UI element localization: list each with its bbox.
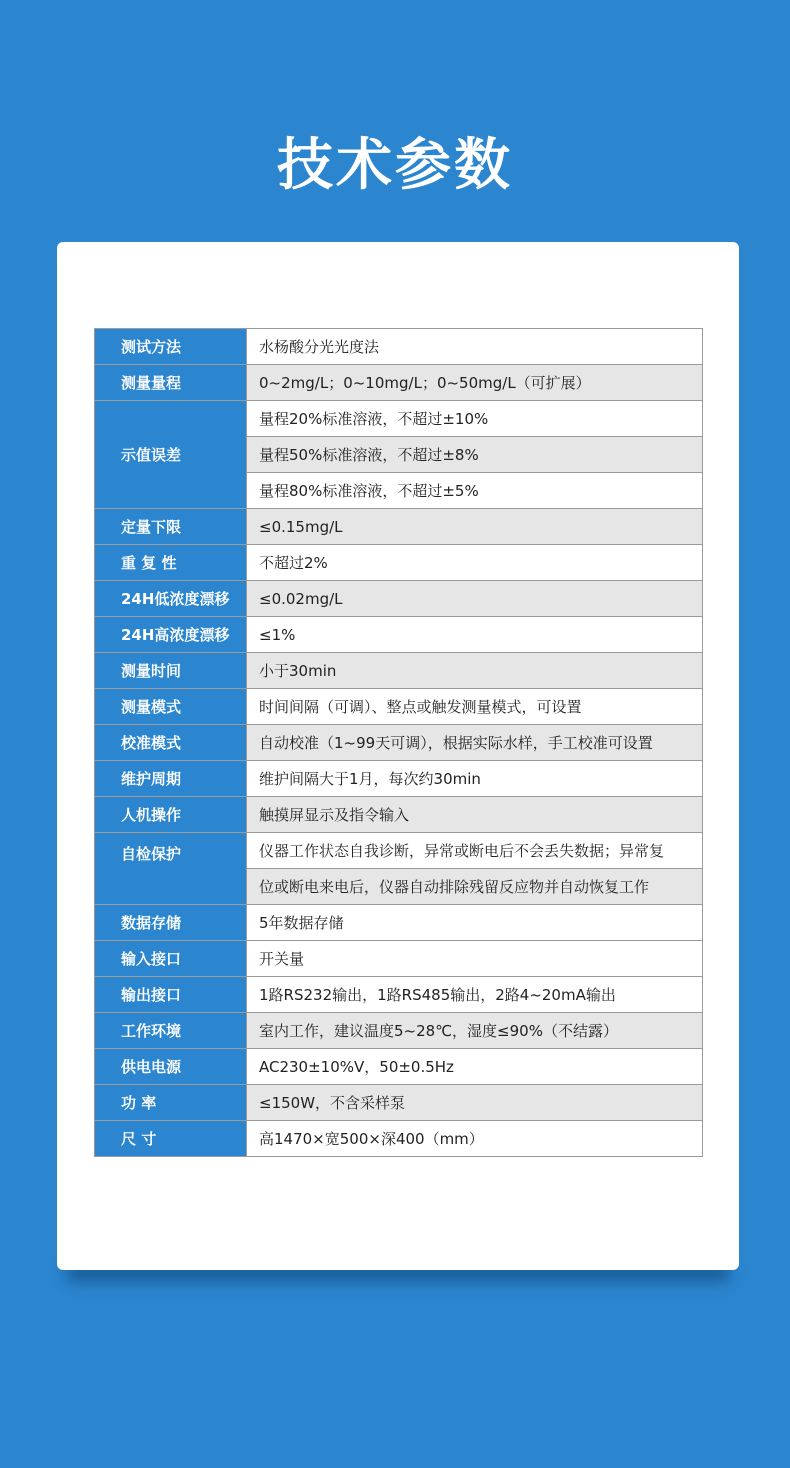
- row-label: 工作环境: [95, 1013, 247, 1049]
- row-value: 高1470×宽500×深400（mm）: [247, 1121, 703, 1157]
- row-label: 测量模式: [95, 689, 247, 725]
- table-row: [95, 545, 703, 581]
- row-value: 水杨酸分光光度法: [247, 329, 703, 365]
- row-label: 测量量程: [95, 365, 247, 401]
- row-label: 输出接口: [95, 977, 247, 1013]
- row-value: 位或断电来电后，仪器自动排除残留反应物并自动恢复工作: [247, 869, 703, 905]
- table-row: [95, 725, 703, 761]
- row-value: ≤0.02mg/L: [247, 581, 703, 617]
- row-value: 开关量: [247, 941, 703, 977]
- table-row: [95, 365, 703, 401]
- page-title: 技术参数: [277, 133, 513, 198]
- row-value: 量程50%标准溶液，不超过±8%: [247, 437, 703, 473]
- row-label: 自检保护: [95, 833, 247, 905]
- table-row: [95, 581, 703, 617]
- table-row: [95, 1121, 703, 1157]
- row-label: 人机操作: [95, 797, 247, 833]
- row-label: 重 复 性: [95, 545, 247, 581]
- row-value: ≤150W，不含采样泵: [247, 1085, 703, 1121]
- row-label: 输入接口: [95, 941, 247, 977]
- table-row: [95, 761, 703, 797]
- row-label: 测量时间: [95, 653, 247, 689]
- row-label: 供电电源: [95, 1049, 247, 1085]
- table-row: [95, 653, 703, 689]
- table-row: [95, 1085, 703, 1121]
- table-row: [95, 329, 703, 365]
- row-value: ≤0.15mg/L: [247, 509, 703, 545]
- row-value: ≤1%: [247, 617, 703, 653]
- row-value: 0~2mg/L；0~10mg/L；0~50mg/L（可扩展）: [247, 365, 703, 401]
- table-row: [95, 1013, 703, 1049]
- row-value: 自动校准（1~99天可调），根据实际水样，手工校准可设置: [247, 725, 703, 761]
- row-label: 尺 寸: [95, 1121, 247, 1157]
- row-label: 校准模式: [95, 725, 247, 761]
- row-value: 维护间隔大于1月，每次约30min: [247, 761, 703, 797]
- row-value: 室内工作，建议温度5~28℃，湿度≤90%（不结露）: [247, 1013, 703, 1049]
- table-row: [95, 977, 703, 1013]
- row-value: 时间间隔（可调）、整点或触发测量模式，可设置: [247, 689, 703, 725]
- table-row: [95, 509, 703, 545]
- row-value: 触摸屏显示及指令输入: [247, 797, 703, 833]
- table-row: [95, 905, 703, 941]
- row-label: 定量下限: [95, 509, 247, 545]
- row-value: 5年数据存储: [247, 905, 703, 941]
- row-label: 24H低浓度漂移: [95, 581, 247, 617]
- row-label: 测试方法: [95, 329, 247, 365]
- row-value: 1路RS232输出，1路RS485输出，2路4~20mA输出: [247, 977, 703, 1013]
- row-label: 功 率: [95, 1085, 247, 1121]
- row-value: 量程20%标准溶液，不超过±10%: [247, 401, 703, 437]
- row-value: 不超过2%: [247, 545, 703, 581]
- row-value: AC230±10%V，50±0.5Hz: [247, 1049, 703, 1085]
- table-row: [95, 401, 703, 437]
- row-label: 维护周期: [95, 761, 247, 797]
- row-value: 仪器工作状态自我诊断，异常或断电后不会丢失数据；异常复: [247, 833, 703, 869]
- spec-table: [94, 328, 703, 1157]
- row-label: 24H高浓度漂移: [95, 617, 247, 653]
- row-value: 小于30min: [247, 653, 703, 689]
- table-row: [95, 617, 703, 653]
- table-row: [95, 1049, 703, 1085]
- row-value: 量程80%标准溶液，不超过±5%: [247, 473, 703, 509]
- row-label: 数据存储: [95, 905, 247, 941]
- table-row: [95, 689, 703, 725]
- row-label: 示值误差: [95, 401, 247, 509]
- table-row: [95, 941, 703, 977]
- table-row: [95, 833, 703, 869]
- table-row: [95, 797, 703, 833]
